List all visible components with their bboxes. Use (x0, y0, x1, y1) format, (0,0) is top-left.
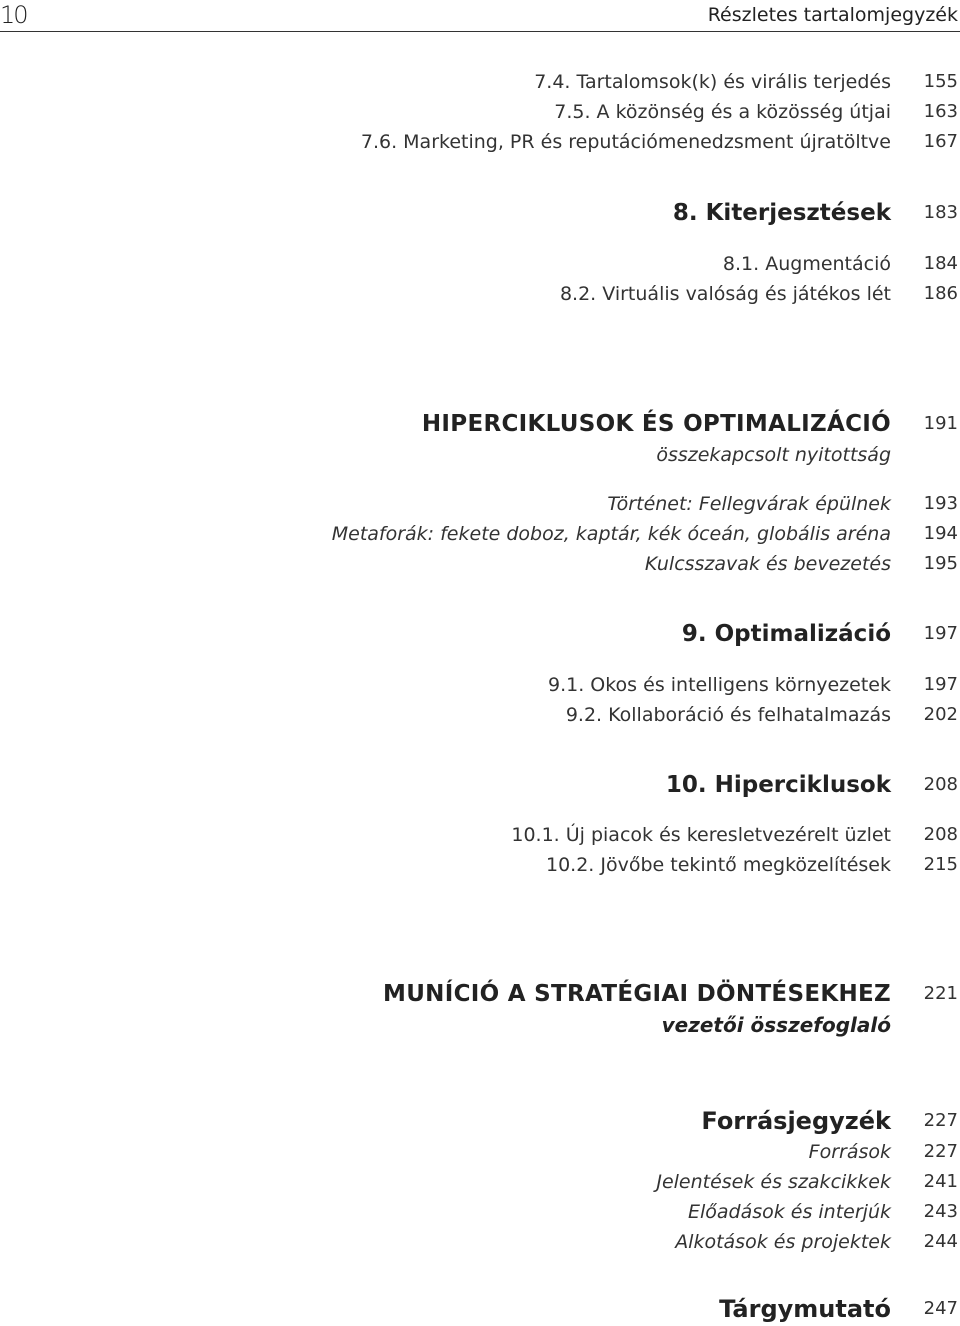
toc-entry-page: 247 (923, 1298, 958, 1319)
toc-entry[interactable] (0, 1167, 960, 1197)
toc-entry-page: 227 (923, 1110, 958, 1131)
toc-entry[interactable] (0, 519, 960, 549)
toc-entry-page: 183 (923, 202, 958, 223)
toc-chapter[interactable] (0, 770, 960, 800)
toc-entry-page: 241 (923, 1171, 958, 1192)
toc-entry-page: 227 (923, 1141, 958, 1162)
toc-entry-page: 208 (923, 774, 958, 795)
toc-entry-title: 7.4. Tartalomsok(k) és virális terjedés (534, 71, 891, 93)
toc-entry[interactable] (0, 127, 960, 157)
toc-entry-title: 8. Kiterjesztések (672, 200, 891, 226)
toc-part-subtitle (0, 1010, 960, 1040)
toc-entry[interactable] (0, 1227, 960, 1257)
toc-entry[interactable] (0, 700, 960, 730)
toc-entry-title: Források (808, 1141, 891, 1163)
toc-entry-title: Forrásjegyzék (701, 1107, 891, 1135)
toc-endmatter[interactable] (0, 1294, 960, 1324)
toc-entry-title: 8.1. Augmentáció (722, 253, 891, 275)
toc-entry[interactable] (0, 489, 960, 519)
toc-subtitle-text: vezetői összefoglaló (661, 1013, 891, 1037)
toc-entry-page: 208 (923, 824, 958, 845)
toc-entry-title: Kulcsszavak és bevezetés (644, 553, 891, 575)
toc-entry[interactable] (0, 97, 960, 127)
toc-part-title: MUNÍCIÓ A STRATÉGIAI DÖNTÉSEKHEZ (383, 981, 891, 1007)
toc-entry-page: 197 (923, 623, 958, 644)
toc-part[interactable] (0, 409, 960, 439)
toc-entry-title: Alkotások és projektek (675, 1231, 891, 1253)
toc-entry-page: 191 (923, 413, 958, 434)
toc-entry-title: 9.1. Okos és intelligens környezetek (547, 674, 891, 696)
toc-entry-page: 243 (923, 1201, 958, 1222)
toc-entry[interactable] (0, 549, 960, 579)
toc-entry-page: 184 (923, 253, 958, 274)
toc-entry[interactable] (0, 820, 960, 850)
toc-part[interactable] (0, 979, 960, 1009)
toc-part-title: HIPERCIKLUSOK ÉS OPTIMALIZÁCIÓ (421, 411, 891, 437)
toc-entry-page: 221 (923, 983, 958, 1004)
toc-entry[interactable] (0, 67, 960, 97)
toc-chapter[interactable] (0, 619, 960, 649)
toc-entry-page: 202 (923, 704, 958, 725)
running-title: Részletes tartalomjegyzék (707, 4, 958, 26)
toc-entry-page: 186 (923, 283, 958, 304)
toc-entry-title: 10. Hiperciklusok (665, 772, 891, 798)
toc-entry-page: 167 (923, 131, 958, 152)
toc-entry-title: Előadások és interjúk (687, 1201, 891, 1223)
toc-entry-page: 155 (923, 71, 958, 92)
toc-entry-page: 244 (923, 1231, 958, 1252)
toc-subtitle-text: összekapcsolt nyitottság (656, 444, 891, 466)
toc-entry-title: 9. Optimalizáció (681, 621, 891, 647)
toc-chapter[interactable] (0, 198, 960, 228)
toc-entry[interactable] (0, 670, 960, 700)
toc-entry-title: 10.2. Jövőbe tekintő megközelítések (545, 854, 891, 876)
toc-entry-page: 197 (923, 674, 958, 695)
toc-entry-title: Tárgymutató (719, 1295, 891, 1323)
toc-entry-title: Metaforák: fekete doboz, kaptár, kék óceán, globális aréna (331, 523, 891, 545)
toc-part-subtitle (0, 440, 960, 470)
toc-entry-title: Jelentések és szakcikkek (656, 1171, 891, 1193)
toc-endmatter[interactable] (0, 1106, 960, 1136)
toc-entry[interactable] (0, 1197, 960, 1227)
toc-entry-page: 163 (923, 101, 958, 122)
toc-entry-title: 7.6. Marketing, PR és reputációmenedzsment újratöltve (360, 131, 891, 153)
header-rule (0, 31, 960, 32)
toc-entry-page: 194 (923, 523, 958, 544)
toc-entry-page: 215 (923, 854, 958, 875)
toc-entry[interactable] (0, 249, 960, 279)
toc-entry[interactable] (0, 850, 960, 880)
page-number: 10 (0, 1, 27, 29)
toc-entry[interactable] (0, 1137, 960, 1167)
toc-entry[interactable] (0, 279, 960, 309)
toc-entry-title: 8.2. Virtuális valóság és játékos lét (559, 283, 891, 305)
toc-entry-title: 7.5. A közönség és a közösség útjai (554, 101, 891, 123)
toc-entry-page: 195 (923, 553, 958, 574)
toc-entry-title: 10.1. Új piacok és keresletvezérelt üzlet (511, 824, 891, 846)
toc-entry-title: 9.2. Kollaboráció és felhatalmazás (565, 704, 891, 726)
toc-entry-title: Történet: Fellegvárak épülnek (607, 493, 891, 515)
toc-entry-page: 193 (923, 493, 958, 514)
